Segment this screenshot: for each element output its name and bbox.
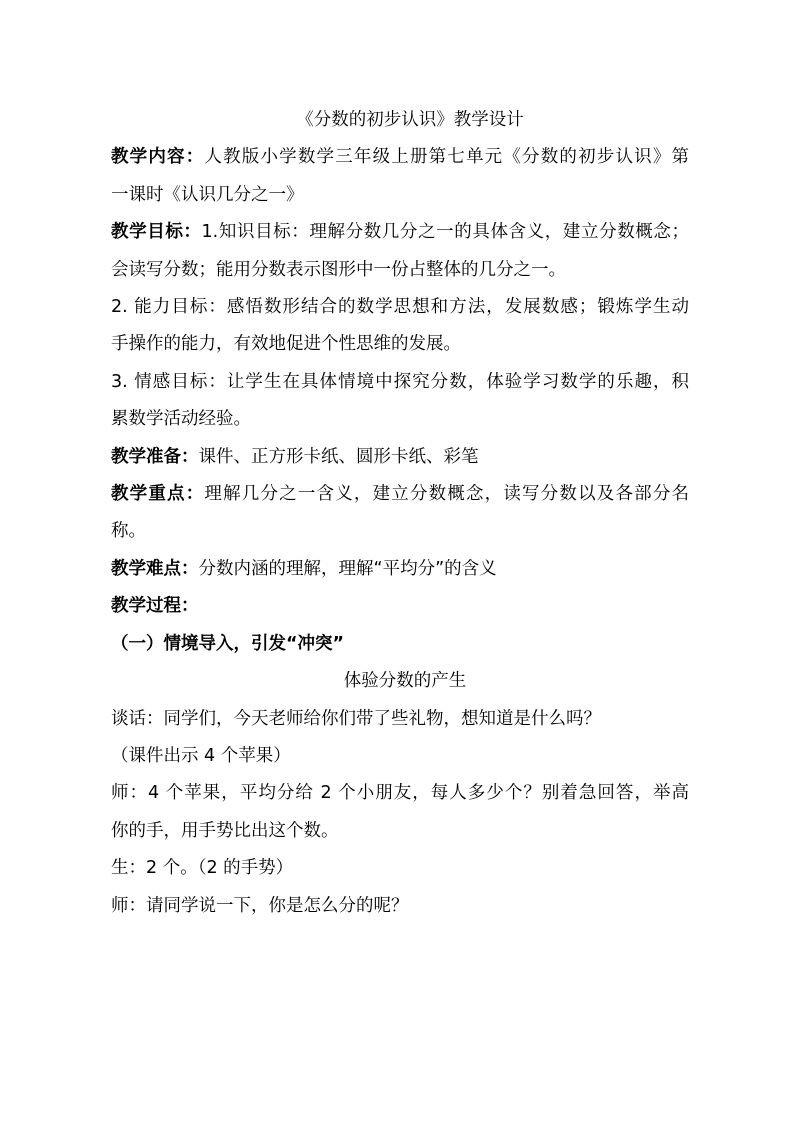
teaching-goals-line-1: [111, 214, 689, 251]
goal3-line-2: 累数学活动经验。: [111, 409, 251, 430]
goal3-line-1: 3. 情感目标：让学生在具体情境中探究分数，体验学习数学的乐趣，积: [111, 371, 689, 392]
teaching-prep-text: 课件、正方形卡纸、圆形卡纸、彩笔: [198, 446, 479, 467]
teaching-key-line-2: 称。: [111, 521, 146, 542]
goal1-line-2: 会读写分数；能用分数表示图形中一份占整体的几分之一。: [111, 259, 566, 280]
teaching-goals-label: 教学目标：: [111, 222, 202, 243]
teaching-key-label: 教学重点：: [111, 484, 205, 505]
section1-heading: （一）情境导入，引发“冲突”: [111, 633, 345, 654]
teaching-prep-label: 教学准备：: [111, 446, 199, 467]
teaching-prep-line: [111, 439, 689, 476]
teaching-content-line-2: 一课时《认识几分之一》: [111, 184, 304, 205]
teaching-content-line-1: [111, 139, 689, 176]
teaching-difficulty-text: 分数内涵的理解，理解“平均分”的含义: [198, 558, 497, 579]
teacher-line-2: 师：请同学说一下，你是怎么分的呢？: [111, 895, 409, 916]
student-line: 生：2 个。（2 的手势）: [111, 858, 294, 879]
document-body: [111, 102, 689, 925]
teaching-content-text: 人教版小学数学三年级上册第七单元《分数的初步认识》第: [204, 147, 690, 168]
teaching-key-line-1: [111, 476, 689, 513]
goal2-line-1: 2. 能力目标：感悟数形结合的数学思想和方法，发展数感；锻炼学生动: [111, 297, 689, 318]
document-title: 《分数的初步认识》教学设计: [296, 110, 524, 130]
teaching-difficulty-line: [111, 551, 689, 588]
teacher-line-1a: 师：4 个苹果，平均分给 2 个小朋友，每人多少个？别着急回答，举高: [111, 783, 689, 804]
teacher-line-1b: 你的手，用手势比出这个数。: [111, 820, 339, 841]
teaching-content-label: 教学内容：: [111, 147, 205, 168]
goal2-line-2: 手操作的能力，有效地促进个性思维的发展。: [111, 334, 461, 355]
teaching-key-text: 理解几分之一含义，建立分数概念，读写分数以及各部分名: [204, 484, 690, 505]
teaching-difficulty-label: 教学难点：: [111, 558, 199, 579]
teaching-process-heading: 教学过程：: [111, 596, 199, 617]
section1-subtitle: 体验分数的产生: [343, 671, 467, 692]
courseware-line: （课件出示 4 个苹果）: [111, 745, 291, 766]
talk-line: 谈话：同学们，今天老师给你们带了些礼物，想知道是什么吗？: [111, 708, 601, 729]
goal1-text: 1.知识目标：理解分数几分之一的具体含义，建立分数概念；: [201, 222, 690, 243]
